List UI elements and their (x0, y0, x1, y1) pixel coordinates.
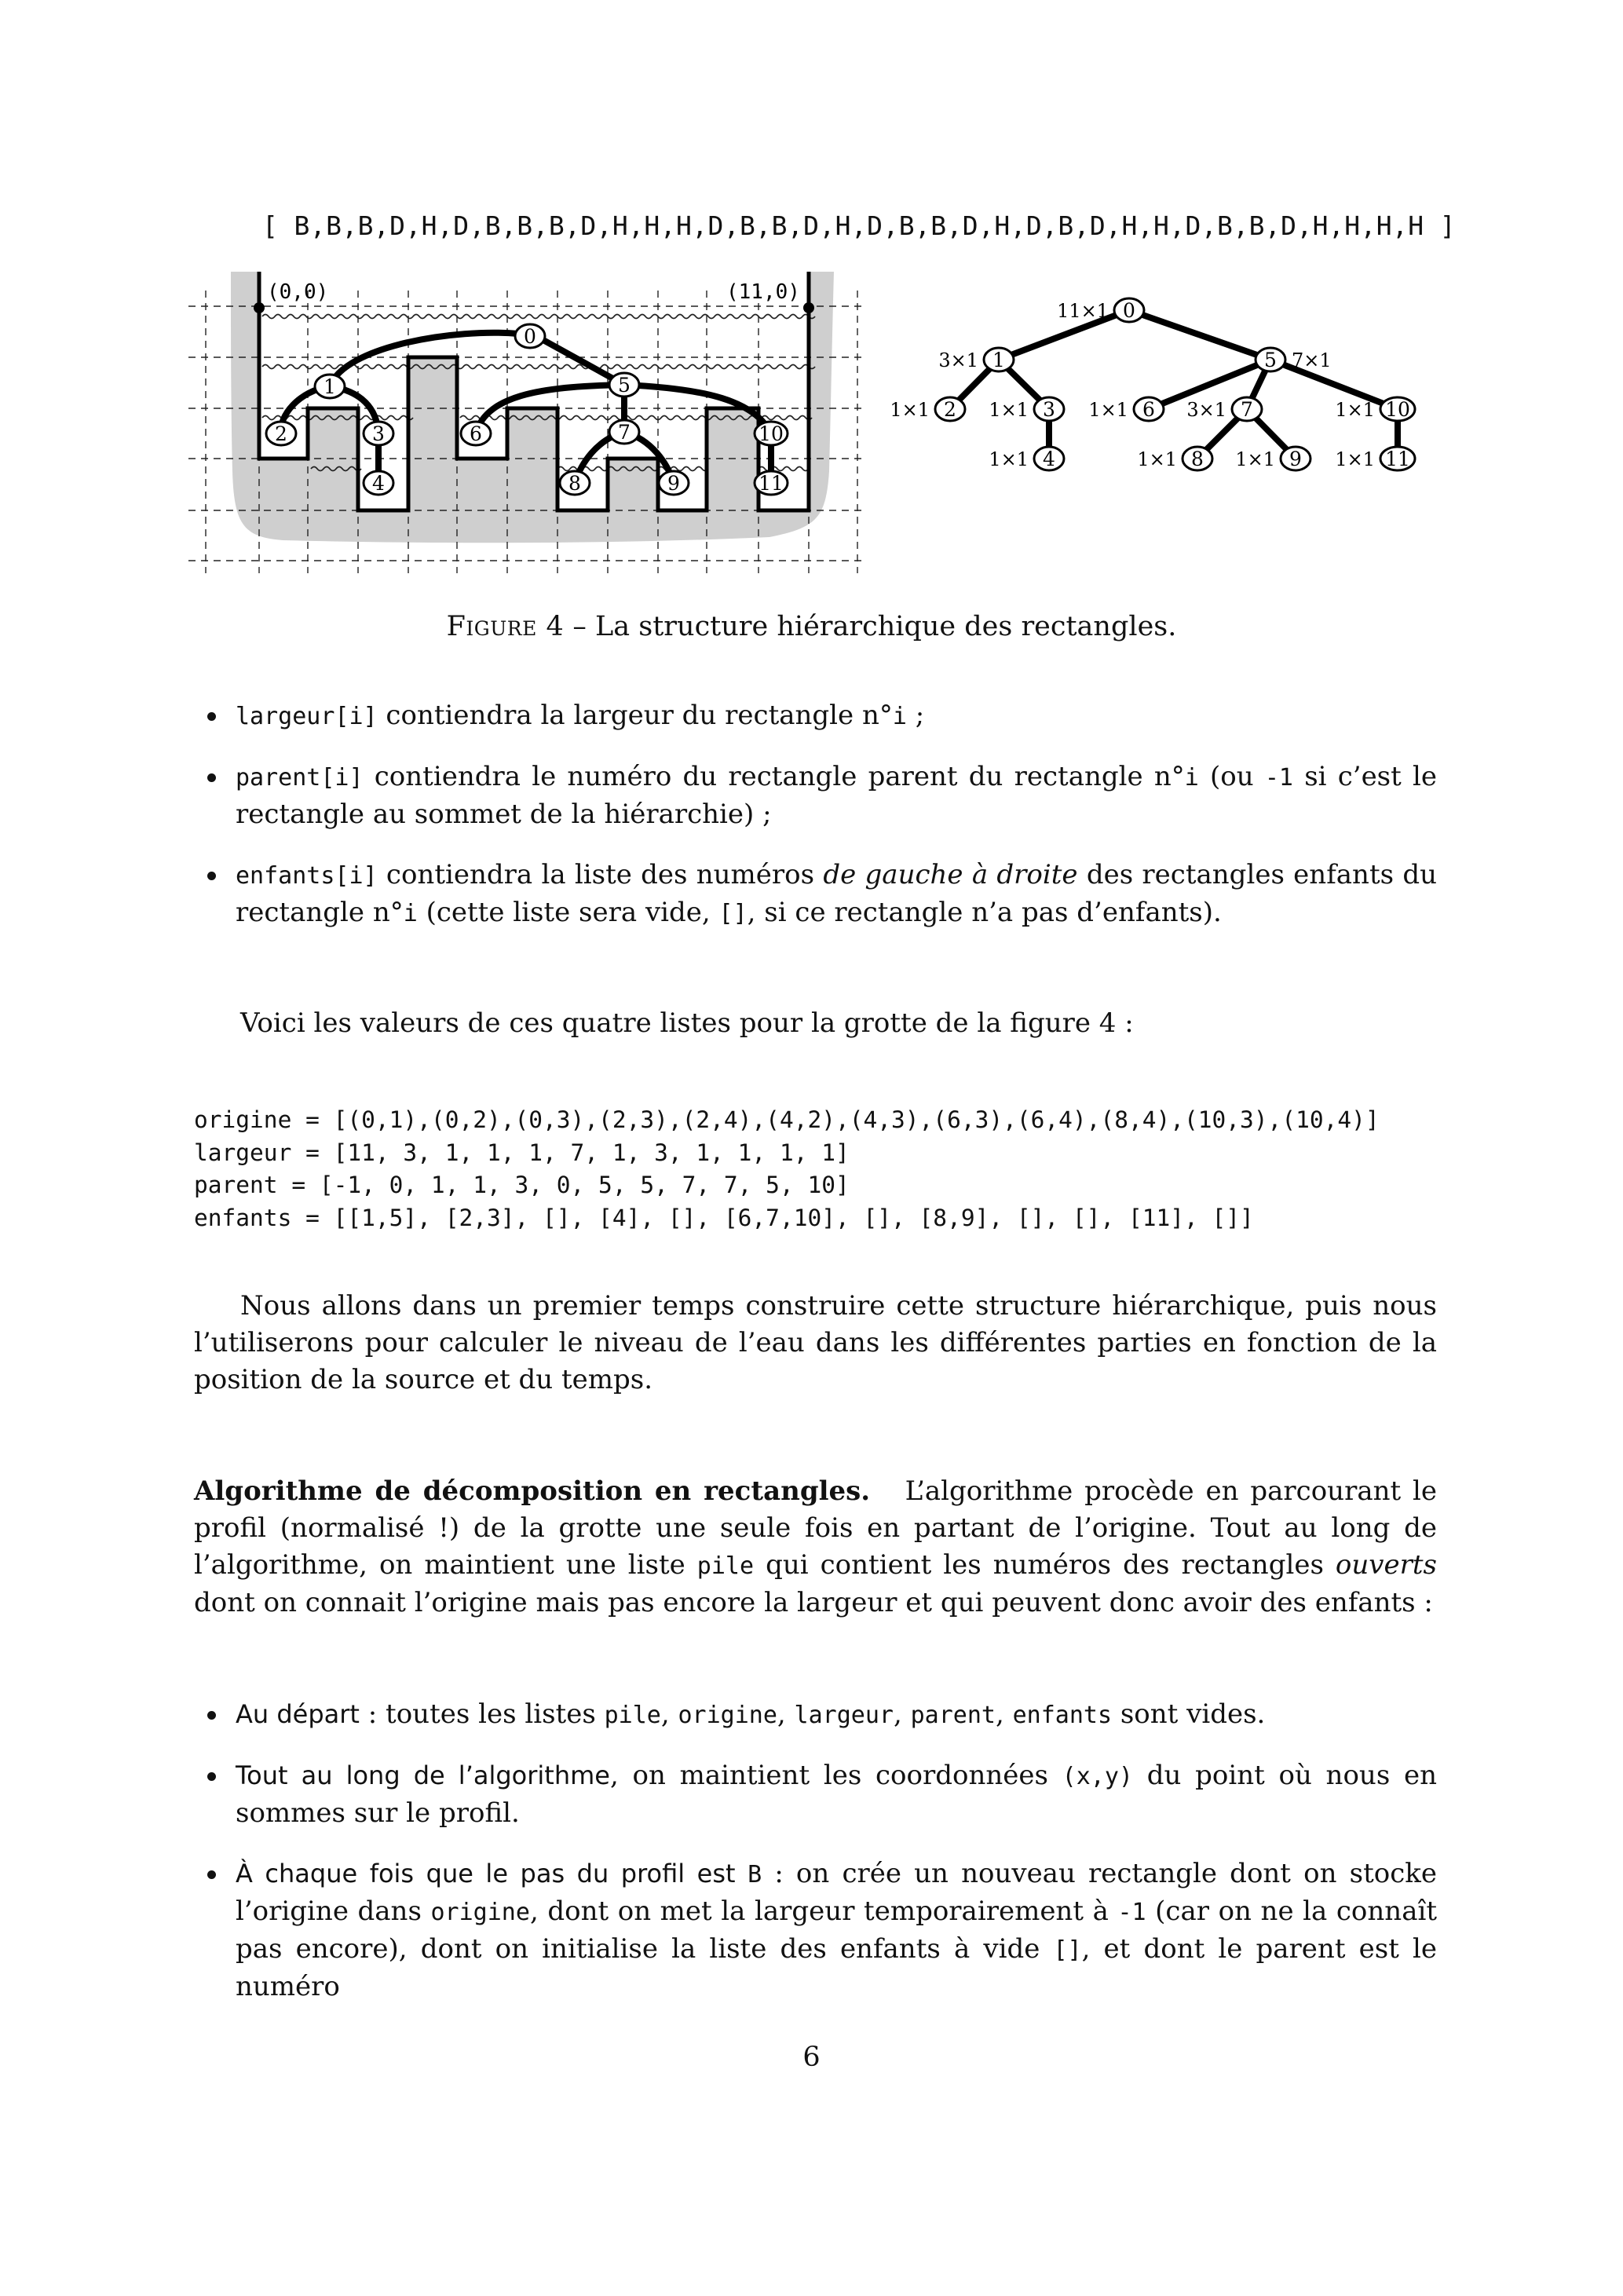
svg-text:4: 4 (372, 472, 385, 495)
svg-text:5: 5 (1264, 349, 1277, 371)
cave-node-0 (515, 324, 545, 348)
code-line: origine = [(0,1),(0,2),(0,3),(2,3),(2,4),(4,2),(4,3),(6,3),(6,4),(8,4),(10,3),(10,4)] (194, 1106, 1380, 1133)
tree-node-5 (1256, 348, 1332, 371)
list-item: Au départ : toutes les listes pile, origine, largeur, parent, enfants sont vides. (236, 1696, 1437, 1734)
list-descriptions (236, 697, 1437, 956)
svg-text:6: 6 (1142, 398, 1155, 421)
svg-text:11: 11 (758, 472, 784, 495)
figure-caption (0, 611, 1623, 642)
end-dot (803, 302, 814, 313)
tree-size-label: 7×1 (1292, 349, 1332, 371)
cave-node-7 (609, 420, 639, 444)
tree-size-label: 1×1 (989, 448, 1029, 470)
list-item: largeur[i] contiendra la largeur du rectangle n°i ; (236, 697, 1437, 735)
svg-text:10: 10 (758, 422, 784, 445)
algorithm-paragraph: Algorithme de décomposition en rectangles. L’algorithme procède en parcourant le profil (normalisé !) de la grotte une seule fois en partant de l’origine. Tout au long de l’algorithme, on maintient une liste pile qui contient les numéros des rectangles ouverts dont on connait l’origine mais pas encore la largeur et qui peuvent donc avoir des enfants : (194, 1475, 1446, 1618)
list-item: Tout au long de l’algorithme, on maintient les coordonnées (x,y) du point où nous en sommes sur le profil. (236, 1757, 1437, 1832)
cave-node-9 (659, 471, 689, 495)
page-number: 6 (802, 2042, 821, 2073)
list-item: parent[i] contiendra le numéro du rectangle parent du rectangle n°i (ou -1 si c’est le rectangle au sommet de la hiérarchie) ; (236, 759, 1437, 833)
svg-text:2: 2 (944, 398, 956, 421)
tree-node-6 (1088, 397, 1164, 421)
svg-text:1: 1 (992, 349, 1005, 371)
code-line: parent = [-1, 0, 1, 1, 3, 0, 5, 5, 7, 7, 5, 10] (194, 1172, 850, 1198)
svg-text:0: 0 (1123, 299, 1135, 322)
cave-node-11 (755, 471, 788, 495)
section-heading: Algorithme de décomposition en rectangles. (194, 1475, 871, 1507)
tree-node-9 (1235, 447, 1310, 470)
cave-node-3 (364, 422, 393, 445)
tree-node-1 (938, 348, 1014, 371)
svg-text:7: 7 (618, 421, 631, 444)
tree-node-11 (1335, 447, 1415, 470)
code-line: largeur = [11, 3, 1, 1, 1, 7, 1, 3, 1, 1, 1, 1] (194, 1139, 850, 1166)
list-item: À chaque fois que le pas du profil est B : on crée un nouveau rectangle dont on stocke l’origine dans origine, dont on met la largeur temporairement à -1 (car on ne la connaît pas encore), dont on initialise la liste des enfants à vide [], et dont le parent est le numéro (236, 1855, 1437, 2005)
caption-text: – La structure hiérarchique des rectangles. (564, 611, 1177, 642)
svg-text:3: 3 (1043, 398, 1055, 421)
cave-node-5 (609, 373, 639, 397)
tree-node-2 (890, 397, 965, 421)
cave-node-8 (560, 471, 590, 495)
svg-text:4: 4 (1043, 448, 1055, 470)
origin-label: (0,0) (267, 280, 329, 304)
tree-node-3 (989, 397, 1064, 421)
svg-text:8: 8 (568, 472, 581, 495)
list-item: enfants[i] contiendra la liste des numéros de gauche à droite des rectangles enfants du rectangle n°i (cette liste sera vide, [], si ce rectangle n’a pas d’enfants). (236, 857, 1437, 932)
svg-text:8: 8 (1191, 448, 1204, 470)
svg-text:1: 1 (324, 375, 336, 398)
cave-node-2 (266, 422, 296, 445)
caption-label: Figure 4 (446, 611, 565, 642)
tree-node-7 (1186, 397, 1262, 421)
water-line (758, 467, 809, 471)
svg-text:9: 9 (667, 472, 680, 495)
cave-node-1 (315, 375, 345, 398)
tree-size-label: 1×1 (1335, 399, 1375, 421)
intro-values: Voici les valeurs de ces quatre listes pour la grotte de la figure 4 : (240, 1007, 1134, 1039)
profile-sequence: [ B,B,B,D,H,D,B,B,B,D,H,H,H,D,B,B,D,H,D,B,B,D,H,D,B,D,H,H,D,B,B,D,H,H,H,H ] (262, 210, 1457, 241)
figure-4 (0, 259, 1623, 592)
tree-size-label: 1×1 (1335, 448, 1375, 470)
algorithm-steps (236, 1696, 1437, 2029)
tree-edges (950, 310, 1398, 459)
svg-text:9: 9 (1289, 448, 1302, 470)
svg-text:5: 5 (618, 374, 631, 397)
svg-text:0: 0 (524, 325, 536, 348)
figure-4-svg (0, 259, 1623, 589)
svg-text:7: 7 (1241, 398, 1253, 421)
tree-node-0 (1057, 298, 1144, 322)
svg-text:2: 2 (275, 422, 287, 445)
svg-text:11: 11 (1385, 448, 1410, 470)
end-label: (11,0) (726, 280, 800, 304)
tree-node-4 (989, 447, 1064, 470)
tree-size-label: 1×1 (1137, 448, 1177, 470)
water-line (262, 315, 815, 319)
svg-text:6: 6 (470, 422, 482, 445)
tree-size-label: 11×1 (1057, 300, 1109, 322)
cave-node-10 (755, 422, 788, 445)
svg-text:3: 3 (372, 422, 385, 445)
tree-size-label: 1×1 (890, 399, 930, 421)
code-block (194, 1104, 1380, 1234)
origin-dot (254, 302, 265, 313)
svg-text:10: 10 (1385, 398, 1410, 421)
tree-size-label: 1×1 (1235, 448, 1275, 470)
tree-size-label: 3×1 (938, 349, 978, 371)
tree-size-label: 1×1 (1088, 399, 1128, 421)
tree-size-label: 1×1 (989, 399, 1029, 421)
tree-node-8 (1137, 447, 1212, 470)
tree-size-label: 3×1 (1186, 399, 1226, 421)
cave-node-6 (461, 422, 491, 445)
paragraph: Nous allons dans un premier temps construire cette structure hiérarchique, puis nous l’utiliserons pour calculer le niveau de l’eau dans les différentes parties en fonction de la position de la source et du temps. (194, 1290, 1437, 1395)
cave-node-4 (364, 471, 393, 495)
code-line: enfants = [[1,5], [2,3], [], [4], [], [6,7,10], [], [8,9], [], [], [11], []] (194, 1204, 1254, 1231)
